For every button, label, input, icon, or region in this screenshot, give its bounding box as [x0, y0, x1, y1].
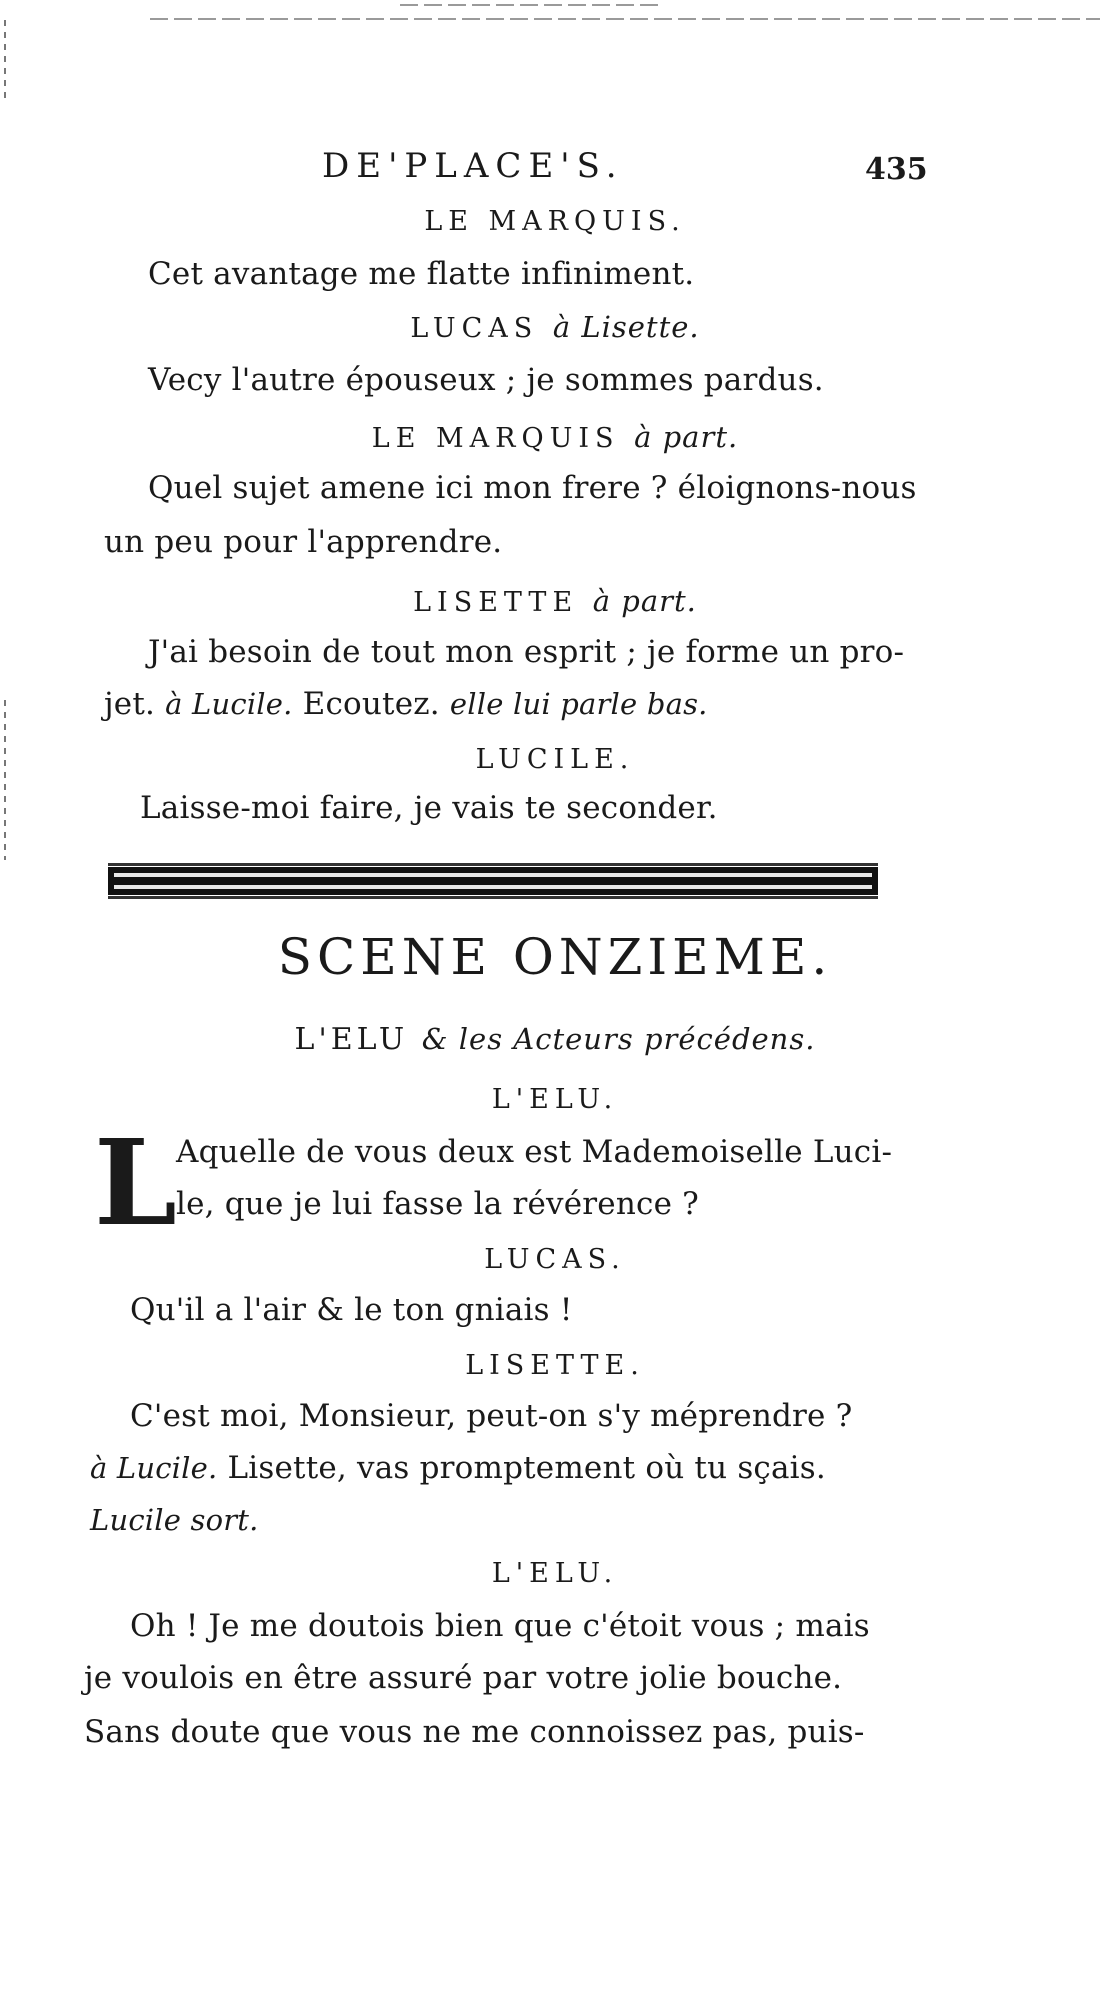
dialogue-line-mixed [90, 1450, 826, 1486]
dialogue-line: Cet avantage me flatte infiniment. [148, 256, 695, 292]
cast-rest: & les Acteurs précédens. [421, 1022, 816, 1056]
dialogue-line: Aquelle de vous deux est Mademoiselle Luci- [176, 1134, 893, 1170]
page-number: 435 [865, 152, 928, 187]
dialogue-line: un peu pour l'apprendre. [104, 524, 503, 560]
stage-direction: à part. [634, 420, 739, 454]
stage-direction: à Lucile. [165, 687, 293, 721]
stage-direction: à Lisette. [552, 310, 700, 344]
speaker-name: LE MARQUIS [371, 423, 620, 454]
dialogue-text: Ecoutez. [302, 686, 440, 722]
dialogue-text: Lisette, vas promptement où tu sçais. [227, 1450, 826, 1486]
speaker-lucile [0, 744, 1110, 775]
speaker-lisette-2: LISETTE. [465, 1350, 645, 1381]
cast-list [0, 1022, 1110, 1057]
ornamental-rule [108, 863, 878, 899]
scan-edge-left-top [4, 20, 6, 100]
stage-direction: à part. [592, 584, 697, 618]
dialogue-line: C'est moi, Monsieur, peut-on s'y méprendre ? [130, 1398, 853, 1434]
dialogue-line: le, que je lui fasse la révérence ? [176, 1186, 699, 1222]
dialogue-line: Qu'il a l'air & le ton gniais ! [130, 1292, 573, 1328]
dialogue-line: Vecy l'autre épouseux ; je sommes pardus. [148, 362, 824, 398]
running-title: DE'PLACE'S. [322, 146, 624, 186]
speaker-lelu-2: L'ELU. [491, 1558, 619, 1589]
speaker-lucas [0, 310, 1110, 344]
dialogue-line: J'ai besoin de tout mon esprit ; je forme un pro- [148, 634, 905, 670]
dialogue-line: Laisse-moi faire, je vais te seconder. [140, 790, 718, 826]
speaker-lucas-2: LUCAS. [484, 1244, 626, 1275]
speaker-name: LUCILE. [475, 744, 635, 775]
dialogue-line: Quel sujet amene ici mon frere ? éloignons-nous [148, 470, 917, 506]
speaker-lisette-aside [0, 584, 1110, 618]
scene-title: SCENE ONZIEME. [277, 928, 833, 986]
speaker-le-marquis [0, 206, 1110, 237]
dialogue-line: Sans doute que vous ne me connoissez pas, puis- [84, 1714, 865, 1750]
speaker-lelu: L'ELU. [491, 1084, 619, 1115]
speaker-le-marquis-aside [0, 420, 1110, 454]
stage-direction: Lucile sort. [90, 1503, 259, 1537]
stage-direction: à Lucile. [90, 1451, 218, 1485]
scan-edge-left-mid [4, 700, 6, 860]
dialogue-line: je voulois en être assuré par votre jolie bouche. [84, 1660, 843, 1696]
dialogue-line-mixed [104, 686, 708, 722]
scan-edge-top [150, 18, 1100, 20]
drop-capital: L [94, 1113, 177, 1252]
cast-name: L'ELU [294, 1022, 409, 1057]
speaker-name: LE MARQUIS. [424, 206, 686, 237]
dialogue-line: Oh ! Je me doutois bien que c'étoit vous ; mais [130, 1608, 870, 1644]
scan-edge-top-short [400, 4, 660, 6]
speaker-name: LUCAS [410, 313, 539, 344]
dialogue-text: jet. [104, 686, 156, 722]
stage-direction-line [90, 1502, 259, 1538]
stage-direction: elle lui parle bas. [449, 687, 708, 721]
speaker-name: LISETTE [413, 587, 579, 618]
